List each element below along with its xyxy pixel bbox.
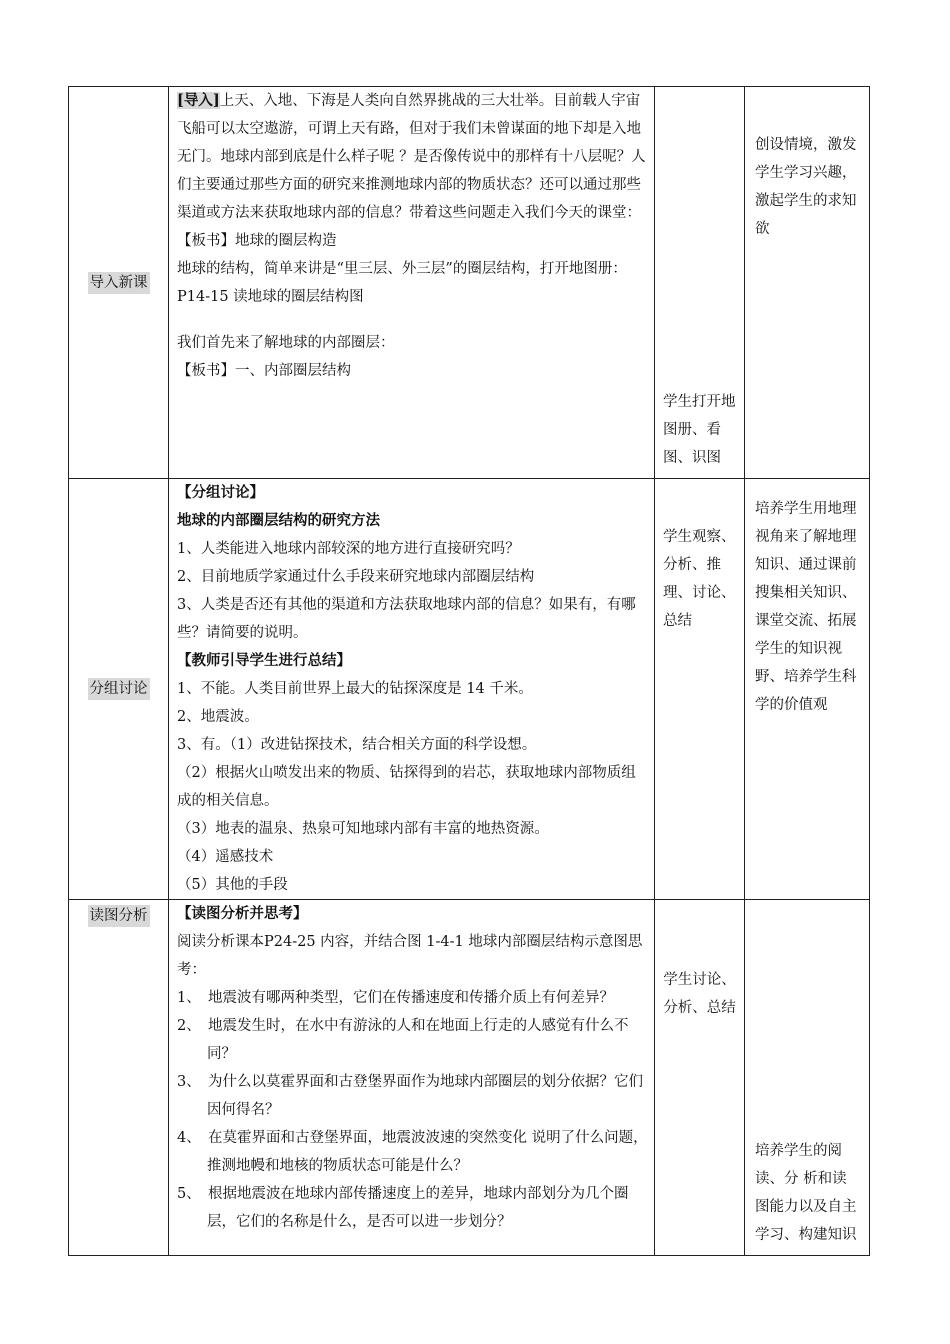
intro-paragraph xyxy=(177,87,648,255)
design-intent-text: 培养学生用地理视角来了解地理知识、通过课前搜集相关知识、课堂交流、拓展学生的知识视野、培养学生科学的价值观 xyxy=(755,501,857,713)
stage-cell xyxy=(69,900,169,1256)
table-row xyxy=(69,900,870,1256)
answer-item: 1、不能。人类目前世界上最大的钻探深度是 14 千米。 xyxy=(177,681,533,697)
section-heading: 【读图分析并思考】 xyxy=(177,905,308,922)
stage-label: 导入新课 xyxy=(88,272,150,294)
question-item: 5、 根据地震波在地球内部传播速度上的差异，地球内部划分为几个圈层，它们的名称是什么，是否可以进一步划分？ xyxy=(177,1186,629,1230)
stage-label: 读图分析 xyxy=(88,905,150,927)
question-item: 3、 为什么以莫霍界面和古登堡界面作为地球内部圈层的划分依据？它们因何得名？ xyxy=(177,1074,643,1118)
student-activity-cell xyxy=(655,479,745,900)
blank-line xyxy=(177,311,648,329)
answer-item: （4）遥感技术 xyxy=(177,849,274,865)
content-line: 地球的结构，简单来讲是“里三层、外三层”的圈层结构，打开地图册： xyxy=(177,261,627,277)
question-item: 4、 在莫霍界面和古登堡界面，地震波波速的突然变化 说明了什么问题，推测地幔和地核的物质状态可能是什么？ xyxy=(177,1130,648,1174)
content-cell xyxy=(169,900,655,1256)
table-row xyxy=(69,479,870,900)
answer-item: （2）根据火山喷发出来的物质、钻探得到的岩芯，获取地球内部物质组成的相关信息。 xyxy=(177,765,636,809)
intro-tag: [导入] xyxy=(177,92,220,109)
answer-item: （5）其他的手段 xyxy=(177,877,288,893)
student-activity-text: 学生观察、分析、推理、讨论、总结 xyxy=(663,529,736,629)
answer-item: 3、有。（1）改进钻探技术，结合相关方面的科学设想。 xyxy=(177,737,537,753)
design-intent-cell xyxy=(745,479,870,900)
lesson-plan-table xyxy=(68,86,870,1256)
stage-cell xyxy=(69,87,169,479)
answer-item: 2、地震波。 xyxy=(177,709,259,725)
student-activity-cell xyxy=(655,900,745,1256)
design-intent-text: 培养学生的阅读、分 析和读图能力以及自主学习、构建知识 xyxy=(755,1143,857,1243)
table-row xyxy=(69,87,870,479)
question-item: 3、人类是否还有其他的渠道和方法获取地球内部的信息？如果有，有哪些？请简要的说明。 xyxy=(177,597,636,641)
section-subheading: 地球的内部圈层结构的研究方法 xyxy=(177,512,380,529)
question-item: 2、 地震发生时，在水中有游泳的人和在地面上行走的人感觉有什么不同？ xyxy=(177,1018,629,1062)
student-activity-text: 学生讨论、分析、总结 xyxy=(663,972,736,1016)
design-intent-cell xyxy=(745,87,870,479)
answer-item: （3）地表的温泉、热泉可知地球内部有丰富的地热资源。 xyxy=(177,821,549,837)
design-intent-cell xyxy=(745,900,870,1256)
section-heading: 【分组讨论】 xyxy=(177,484,264,501)
intro-text: 上天、入地、下海是人类向自然界挑战的三大壮举。目前载人宇宙飞船可以太空遨游，可谓上天有路，但对于我们未曾谋面的地下却是入地无门。地球内部到底是什么样子呢 ？是否像传说中的那样有十八层呢？人们主要通过那些方面的研究来推测地球内部的物质状态？还可以通过那些渠道或方法来获取地球内部的信息？带着这些问题走入我们今天的课堂：【板书】地球的圈层构造 xyxy=(177,93,646,249)
content-cell xyxy=(169,479,655,900)
design-intent-text: 创设情境，激发学生学习兴趣，激起学生的求知欲 xyxy=(755,137,857,237)
question-item: 1、 地震波有哪两种类型，它们在传播速度和传播介质上有何差异？ xyxy=(177,990,614,1006)
content-line: 阅读分析课本P24-25 内容，并结合图 1-4-1 地球内部圈层结构示意图思考： xyxy=(177,934,643,978)
question-item: 1、人类能进入地球内部较深的地方进行直接研究吗？ xyxy=(177,541,520,557)
stage-cell xyxy=(69,479,169,900)
content-line: 【板书】一、内部圈层结构 xyxy=(177,363,351,379)
content-cell xyxy=(169,87,655,479)
student-activity-text: 学生打开地图册、看图、识图 xyxy=(663,394,736,466)
lesson-plan-sheet xyxy=(68,86,869,1256)
content-line: 我们首先来了解地球的内部圈层： xyxy=(177,335,395,351)
stage-label: 分组讨论 xyxy=(88,678,150,700)
question-item: 2、目前地质学家通过什么手段来研究地球内部圈层结构 xyxy=(177,569,535,585)
content-line: P14-15 读地球的圈层结构图 xyxy=(177,289,364,305)
student-activity-cell xyxy=(655,87,745,479)
section-heading: 【教师引导学生进行总结】 xyxy=(177,652,351,669)
